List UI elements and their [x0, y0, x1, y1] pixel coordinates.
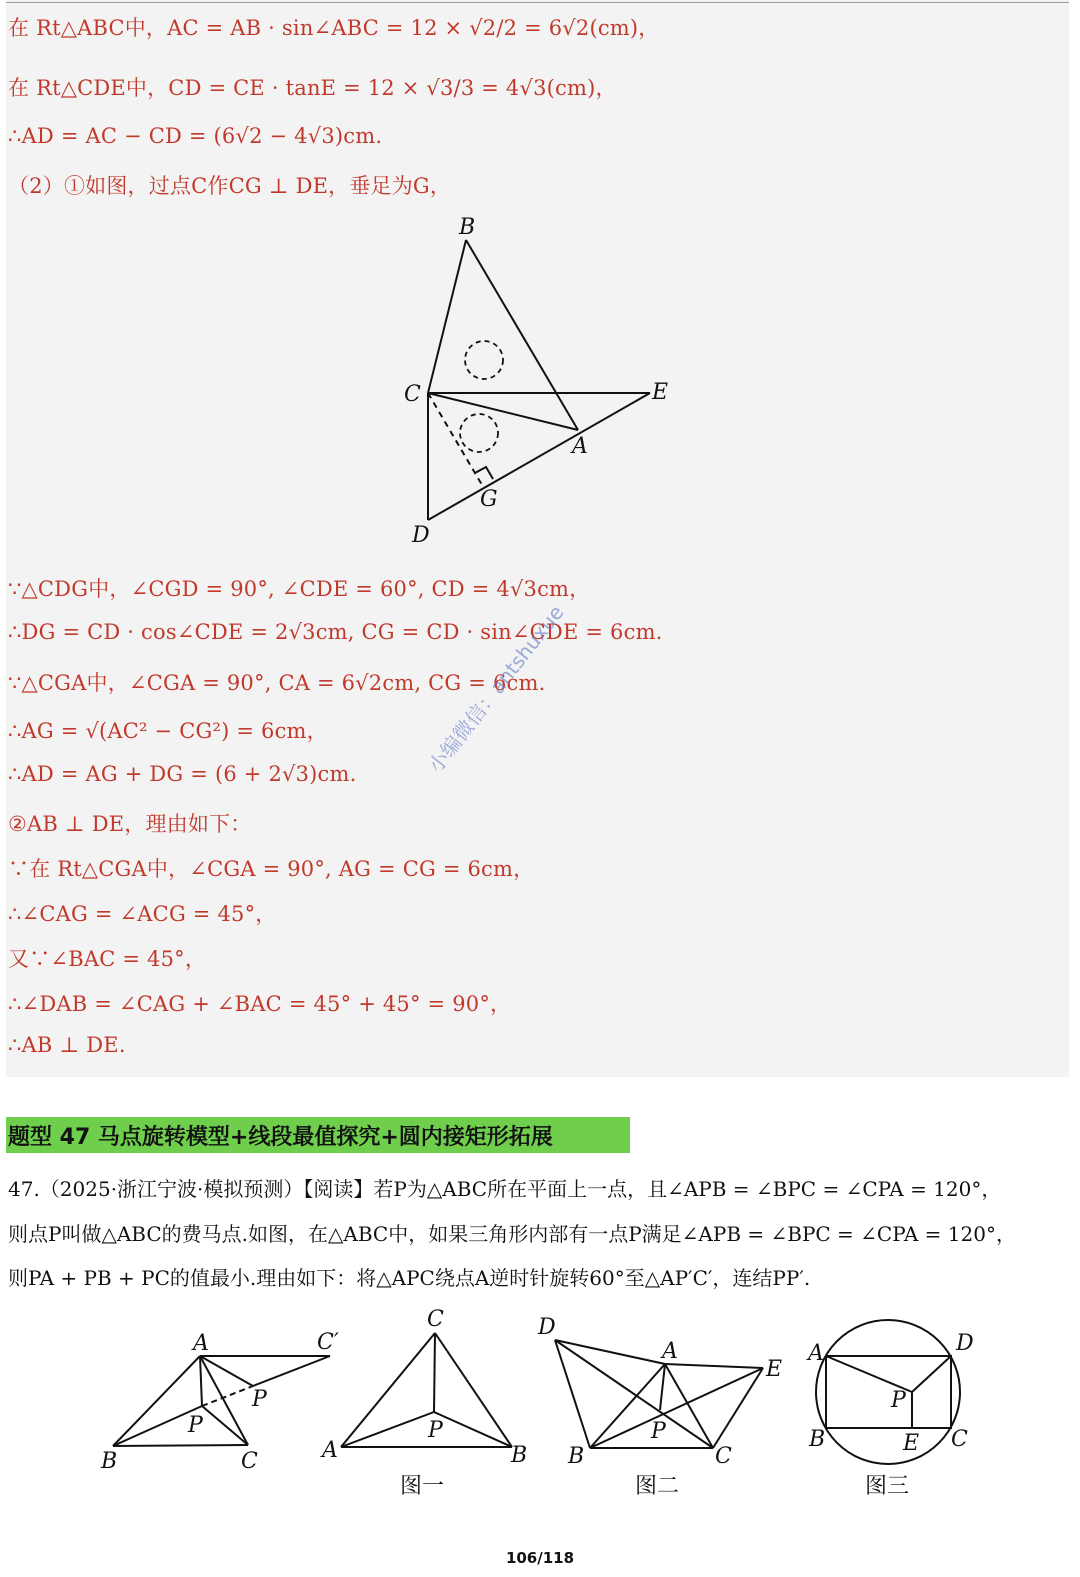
- fig2-caption: 图二: [635, 1474, 680, 1499]
- fig3-label-D: D: [956, 1331, 974, 1356]
- fig0-label-A: A: [193, 1331, 209, 1356]
- fig2-label-B: B: [568, 1444, 585, 1469]
- label-G: G: [480, 487, 498, 512]
- fig0-label-C: C: [241, 1449, 258, 1474]
- top-rule: [6, 2, 1069, 3]
- fig0-label-P: P: [188, 1413, 203, 1438]
- fig3-label-B: B: [809, 1427, 826, 1452]
- fig3-label-E: E: [903, 1431, 920, 1456]
- label-C: C: [404, 382, 421, 407]
- solution-line-8: ∴AG = √(AC² − CG²) = 6cm，: [8, 719, 328, 743]
- solution-line-14: ∴∠DAB = ∠CAG + ∠BAC = 45° + 45° = 90°，: [8, 992, 512, 1016]
- solution-line-6: ∴DG = CD · cos∠CDE = 2√3cm, CG = CD · sin∠CDE = 6cm.: [8, 620, 663, 644]
- fig3-label-A: A: [808, 1341, 824, 1366]
- problem-line-3: 则PA + PB + PC的值最小.理由如下：将△APC绕点A逆时针旋转60°至△AP′C′，连结PP′.: [8, 1266, 811, 1290]
- fig0-label-P1: P: [252, 1387, 267, 1412]
- fig2-label-P: P: [651, 1419, 666, 1444]
- label-B: B: [459, 215, 476, 240]
- solution-line-2: 在 Rt△CDE中，CD = CE · tanE = 12 × √3/3 = 4√3(cm)，: [8, 76, 617, 100]
- section-title: 题型 47 马点旋转模型+线段最值探究+圆内接矩形拓展: [8, 1125, 553, 1150]
- solution-line-4: （2）①如图，过点C作CG ⊥ DE，垂足为G，: [8, 174, 452, 198]
- fig0-label-C1: C′: [317, 1330, 339, 1355]
- fig3-caption: 图三: [865, 1474, 910, 1499]
- section-banner: [6, 1117, 630, 1153]
- fig3-label-P: P: [891, 1388, 906, 1413]
- fig0-label-B: B: [101, 1449, 118, 1474]
- label-E: E: [652, 380, 669, 405]
- fig2-label-A: A: [662, 1339, 678, 1364]
- fig1-label-A: A: [322, 1438, 338, 1463]
- solution-line-12: ∴∠CAG = ∠ACG = 45°，: [8, 902, 277, 926]
- fig2-label-C: C: [715, 1444, 732, 1469]
- problem-line-2: 则点P叫做△ABC的费马点.如图，在△ABC中，如果三角形内部有一点P满足∠APB = ∠BPC = ∠CPA = 120°，: [8, 1222, 1016, 1246]
- page-number: 106/118: [505, 1549, 575, 1567]
- solution-line-5: ∵△CDG中，∠CGD = 90°, ∠CDE = 60°, CD = 4√3cm，: [8, 577, 591, 601]
- fig2-label-E: E: [766, 1357, 783, 1382]
- solution-line-9: ∴AD = AG + DG = (6 + 2√3)cm.: [8, 762, 357, 786]
- solution-line-13: 又∵∠BAC = 45°，: [8, 947, 207, 971]
- fig1-label-P: P: [428, 1418, 443, 1443]
- solution-line-10: ②AB ⊥ DE，理由如下：: [8, 812, 252, 836]
- problem-line-1: 47.（2025·浙江宁波·模拟预测）【阅读】若P为△ABC所在平面上一点，且∠APB = ∠BPC = ∠CPA = 120°，: [8, 1177, 1002, 1201]
- fig1-label-B: B: [511, 1443, 528, 1468]
- solution-line-7: ∵△CGA中，∠CGA = 90°, CA = 6√2cm, CG = 6cm.: [8, 671, 546, 695]
- fig2-label-D: D: [538, 1315, 556, 1340]
- label-A: A: [572, 434, 588, 459]
- solution-line-1: 在 Rt△ABC中，AC = AB · sin∠ABC = 12 × √2/2 = 6√2(cm)，: [8, 16, 660, 40]
- solution-line-3: ∴AD = AC − CD = (6√2 − 4√3)cm.: [8, 124, 383, 148]
- fig1-caption: 图一: [400, 1474, 445, 1499]
- fig1-label-C: C: [427, 1307, 444, 1332]
- solution-line-11: ∵在 Rt△CGA中，∠CGA = 90°, AG = CG = 6cm，: [8, 857, 535, 881]
- label-D: D: [412, 523, 430, 548]
- watermark: 小编微信：antshuxue: [423, 600, 569, 778]
- problem-figures: [90, 1300, 990, 1510]
- figure-rotation: [113, 1356, 330, 1446]
- fig3-label-C: C: [951, 1427, 968, 1452]
- solution-line-15: ∴AB ⊥ DE.: [8, 1033, 126, 1057]
- triangle-figure: [380, 210, 700, 550]
- figure-three: [816, 1320, 960, 1464]
- figure-one: [341, 1333, 512, 1447]
